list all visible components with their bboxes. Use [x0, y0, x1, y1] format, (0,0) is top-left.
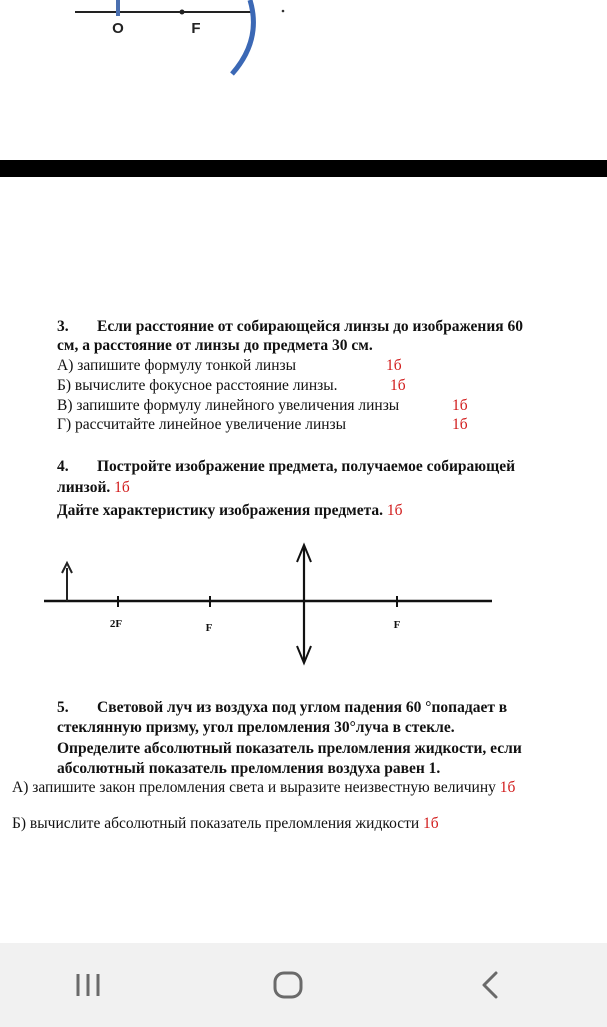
lens-construction-diagram [0, 535, 607, 670]
q3-item-a: А) запишите формулу тонкой линзы [57, 357, 297, 374]
q5-item-a: А) запишите закон преломления света и выразите неизвестную величину 1б [12, 779, 516, 796]
q4-title-points: 1б [114, 479, 130, 496]
q5-line4: абсолютный показатель преломления воздуха равен 1. [57, 760, 441, 777]
q3-title-line2: см, а расстояние от линзы до предмета 30 см. [57, 337, 373, 354]
q3-item-b-points: 1б [390, 377, 406, 394]
q3-item-a-points: 1б [386, 357, 402, 374]
q5-item-a-points: 1б [499, 779, 516, 796]
label-2f: 2F [109, 618, 123, 630]
q3-item-c-points: 1б [452, 397, 468, 414]
q5-item-b: Б) вычислите абсолютный показатель преломления жидкости 1б [12, 815, 439, 832]
q5-line1: 5. Световой луч из воздуха под углом падения 60 °попадает в [57, 699, 508, 716]
q5-line3: Определите абсолютный показатель преломления жидкости, если [57, 740, 522, 757]
q3-item-b: Б) вычислите фокусное расстояние линзы. [57, 377, 338, 394]
recent-apps-icon [73, 972, 103, 998]
q3-item-c: В) запишите формулу линейного увеличения линзы [57, 397, 400, 414]
q3-item-d: Г) рассчитайте линейное увеличение линзы [57, 416, 347, 433]
q4-title-line1: 4. Постройте изображение предмета, получаемое собирающей [57, 458, 516, 475]
back-button[interactable] [445, 943, 535, 1027]
q4-title-line2: линзой. 1б [57, 479, 130, 496]
top-lens-figure [0, 0, 607, 160]
q5-line2: стеклянную призму, угол преломления 30°луча в стекле. [57, 719, 455, 736]
home-button[interactable] [243, 943, 333, 1027]
recent-apps-button[interactable] [43, 943, 133, 1027]
label-f-right: F [393, 619, 401, 631]
point-f-label: F [191, 20, 201, 37]
label-f-left: F [205, 622, 213, 634]
q4-line3: Дайте характеристику изображения предмета. 1б [57, 502, 403, 519]
q3-item-d-points: 1б [452, 416, 468, 433]
separator-band [0, 160, 607, 177]
system-navigation-bar [0, 943, 607, 1027]
q4-line3-points: 1б [386, 502, 403, 519]
q3-title-line1: 3. Если расстояние от собирающейся линзы до изображения 60 [57, 318, 524, 335]
q5-item-b-points: 1б [423, 815, 439, 832]
home-icon [272, 969, 304, 1001]
back-icon [478, 970, 502, 1000]
point-o-label: O [112, 20, 124, 37]
